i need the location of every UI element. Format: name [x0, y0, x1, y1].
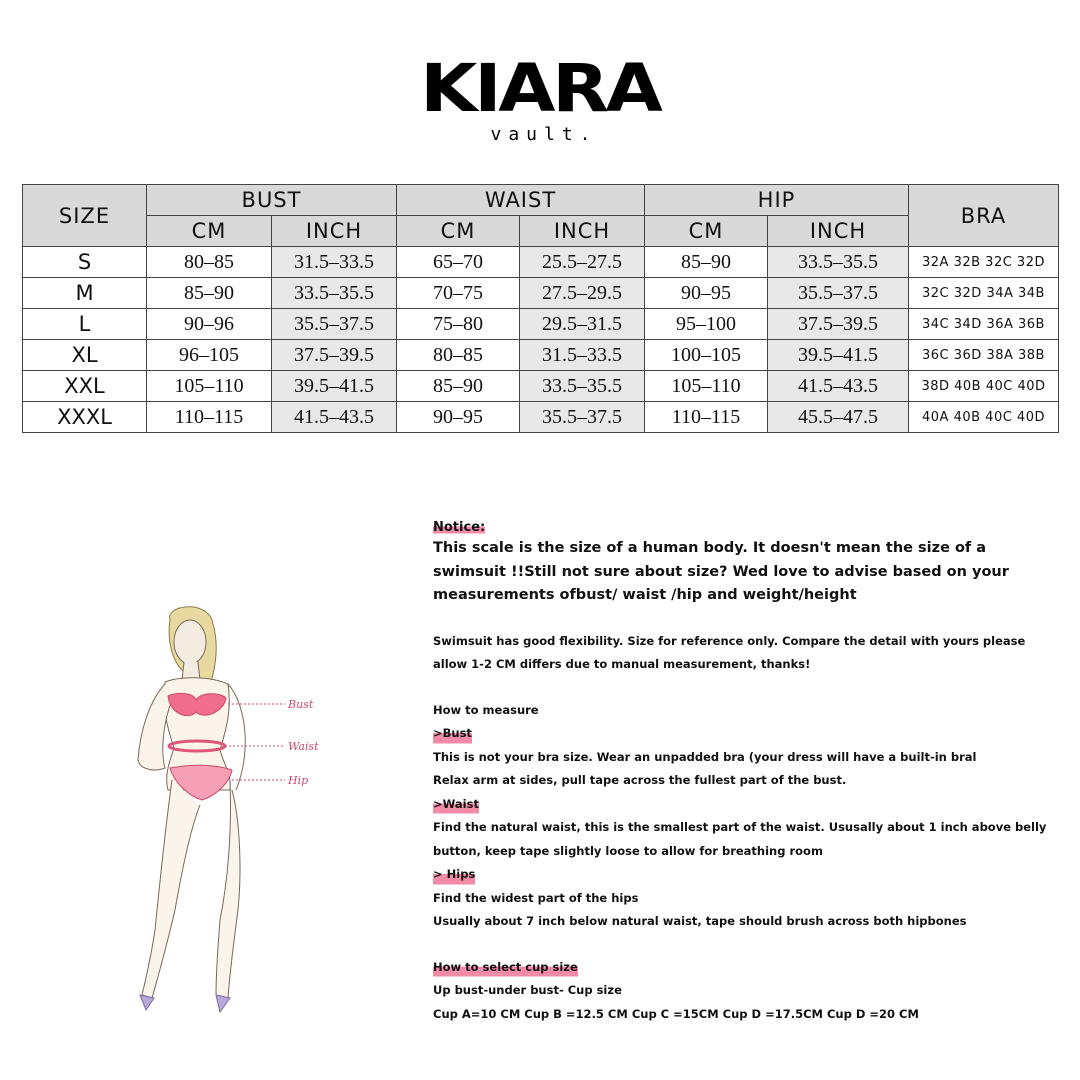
bust-header: BUST [147, 185, 397, 216]
body-figure-svg [120, 600, 350, 1020]
figure-label-hip: Hip [288, 774, 309, 787]
unit-header: CM [645, 216, 768, 247]
table-row [23, 247, 1059, 278]
bust-inch-cell: 33.5–35.5 [272, 278, 397, 309]
hips-text-1: Find the widest part of the hips [433, 890, 639, 905]
bust-cm-cell: 85–90 [147, 278, 272, 309]
bust-section-title: >Bust [433, 722, 472, 746]
hip-cm-cell: 105–110 [645, 371, 768, 402]
size-cell: XXL [23, 371, 147, 402]
waist-inch-cell: 35.5–37.5 [520, 402, 645, 433]
bust-inch-cell: 35.5–37.5 [272, 309, 397, 340]
hip-inch-cell: 45.5–47.5 [768, 402, 909, 433]
hip-header: HIP [645, 185, 909, 216]
waist-section-title: >Waist [433, 793, 479, 817]
cup-size-title: How to select cup size [433, 956, 578, 980]
table-row [23, 402, 1059, 433]
unit-header: INCH [768, 216, 909, 247]
bra-cell: 34C 34D 36A 36B [909, 309, 1059, 340]
bra-header: BRA [909, 185, 1059, 247]
hip-cm-cell: 85–90 [645, 247, 768, 278]
waist-inch-cell: 31.5–33.5 [520, 340, 645, 371]
bra-cell: 38D 40B 40C 40D [909, 371, 1059, 402]
waist-cm-cell: 90–95 [397, 402, 520, 433]
table-row [23, 340, 1059, 371]
bra-cell: 32A 32B 32C 32D [909, 247, 1059, 278]
hips-section-title: > Hips [433, 863, 475, 887]
bust-inch-cell: 41.5–43.5 [272, 402, 397, 433]
size-cell: L [23, 309, 147, 340]
hip-cm-cell: 90–95 [645, 278, 768, 309]
hip-inch-cell: 35.5–37.5 [768, 278, 909, 309]
hip-cm-cell: 100–105 [645, 340, 768, 371]
bra-cell: 32C 32D 34A 34B [909, 278, 1059, 309]
hip-cm-cell: 95–100 [645, 309, 768, 340]
cup-size-text-1: Up bust-under bust- Cup size [433, 983, 622, 997]
waist-cm-cell: 65–70 [397, 247, 520, 278]
waist-cm-cell: 80–85 [397, 340, 520, 371]
size-header: SIZE [23, 185, 147, 247]
hip-inch-cell: 37.5–39.5 [768, 309, 909, 340]
body-measurement-illustration [120, 600, 350, 1020]
hip-inch-cell: 39.5–41.5 [768, 340, 909, 371]
brand-tagline: vault. [490, 124, 598, 145]
bra-cell: 40A 40B 40C 40D [909, 402, 1059, 433]
size-cell: XL [23, 340, 147, 371]
bust-cm-cell: 80–85 [147, 247, 272, 278]
figure-label-bust: Bust [288, 698, 314, 711]
hip-inch-cell: 41.5–43.5 [768, 371, 909, 402]
hips-text-2: Usually about 7 inch below natural waist, tape should brush across both hipbones [433, 914, 967, 928]
unit-header: CM [147, 216, 272, 247]
bust-inch-cell: 31.5–33.5 [272, 247, 397, 278]
notice-body: This scale is the size of a human body. It doesn't mean the size of a swimsuit !!Still not sure about size? Wed love to advise based on your measurements ofbust/ waist /hip and weight/height [433, 540, 1009, 603]
hip-inch-cell: 33.5–35.5 [768, 247, 909, 278]
table-row [23, 278, 1059, 309]
table-row [23, 371, 1059, 402]
bust-cm-cell: 96–105 [147, 340, 272, 371]
notice-title: Notice: [433, 520, 486, 535]
flexibility-text: Swimsuit has good flexibility. Size for reference only. Compare the detail with yours please allow 1-2 CM differs due to manual measurement, thanks! [433, 633, 1026, 671]
size-chart-table [22, 184, 1059, 433]
waist-cm-cell: 85–90 [397, 371, 520, 402]
size-cell: M [23, 278, 147, 309]
brand-logo [0, 50, 1080, 145]
unit-header: INCH [272, 216, 397, 247]
unit-header: INCH [520, 216, 645, 247]
waist-inch-cell: 29.5–31.5 [520, 309, 645, 340]
waist-cm-cell: 70–75 [397, 278, 520, 309]
bust-text-2: Relax arm at sides, pull tape across the fullest part of the bust. [433, 773, 847, 787]
bust-inch-cell: 37.5–39.5 [272, 340, 397, 371]
waist-text: Find the natural waist, this is the smallest part of the waist. Ususally about 1 inch above belly button, keep tape slightly loose to allow for breathing room [433, 820, 1047, 858]
waist-header: WAIST [397, 185, 645, 216]
bust-cm-cell: 90–96 [147, 309, 272, 340]
bust-inch-cell: 39.5–41.5 [272, 371, 397, 402]
waist-inch-cell: 25.5–27.5 [520, 247, 645, 278]
how-to-measure-title: How to measure [433, 702, 539, 717]
bra-cell: 36C 36D 38A 38B [909, 340, 1059, 371]
hip-cm-cell: 110–115 [645, 402, 768, 433]
unit-header: CM [397, 216, 520, 247]
bust-cm-cell: 110–115 [147, 402, 272, 433]
brand-name: KIARA [420, 50, 660, 127]
size-cell: XXXL [23, 402, 147, 433]
figure-label-waist: Waist [288, 740, 319, 753]
waist-inch-cell: 27.5–29.5 [520, 278, 645, 309]
size-cell: S [23, 247, 147, 278]
waist-inch-cell: 33.5–35.5 [520, 371, 645, 402]
measurement-notes [433, 520, 1063, 1026]
bust-cm-cell: 105–110 [147, 371, 272, 402]
table-row [23, 309, 1059, 340]
waist-cm-cell: 75–80 [397, 309, 520, 340]
bust-text-1: This is not your bra size. Wear an unpadded bra (your dress will have a built-in bral [433, 749, 977, 764]
cup-size-text-2: Cup A=10 CM Cup B =12.5 CM Cup C =15CM Cup D =17.5CM Cup D =20 CM [433, 1006, 919, 1021]
